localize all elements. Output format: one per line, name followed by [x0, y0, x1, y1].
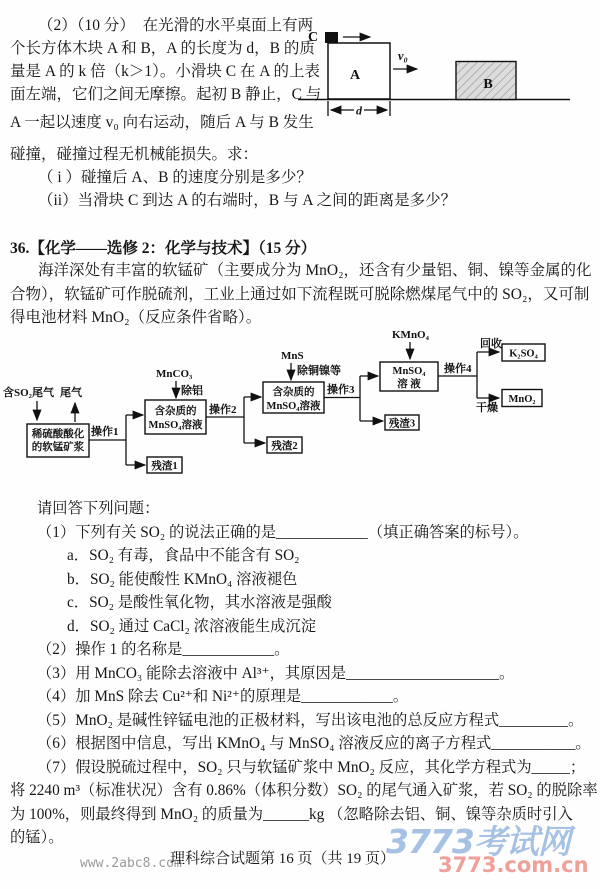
physics-line: 碰撞，碰撞过程无机械能损失。求： [10, 146, 259, 163]
option-b: b．SO₂ 能使酸性 KMnO₄ 溶液褪色 [67, 570, 298, 588]
page-number-text: 理科综合试题第 16 页（共 19 页） [170, 851, 396, 867]
op2-label: 操作2 [209, 404, 237, 416]
chem-intro-line: 合物），软锰矿可作脱硫剂，工业上通过如下流程既可脱除燃煤尾气中的 SO₂，又可制 [10, 285, 590, 303]
chem-intro-line: 得电池材料 MnO₂（反应条件省略）。 [10, 309, 262, 326]
impure1-label-1: 含杂质的 [154, 406, 197, 417]
op3-label: 操作3 [327, 384, 355, 396]
mnco3-label: MnCO₃ [156, 368, 193, 380]
block-c [325, 32, 338, 43]
question-7-cont: 将 2240 m³（标准状况）含有 0.86%（体积分数）SO₂ 的尾气通入矿浆，若 SO₂ 的脱除率 [10, 782, 598, 799]
physics-line: 面左端，它们之间无摩擦。起初 B 静止，C 与 [10, 86, 322, 103]
question-1: （1）下列有关 SO₂ 的说法正确的是____________（填正确答案的标号）。 [37, 523, 529, 541]
option-a: a．SO₂ 有毒，食品中不能含有 SO₂ [67, 547, 300, 564]
inlet-gas-label: 含SO₂尾气 [3, 387, 54, 399]
op4-label: 操作4 [444, 363, 472, 375]
option-c: c．SO₂ 是酸性氧化物，其水溶液是强酸 [67, 594, 332, 611]
question-3: （3）用 MnCO₃ 能除去溶液中 Al³⁺，其原因是____________________。 [37, 664, 515, 682]
k2so4-label: K₂SO₄ [509, 348, 538, 360]
question-7-cont: 为 100%，则最终得到 MnO₂ 的质量为______kg （忽略除去铝、铜、镍等杂质时引入 [10, 805, 573, 823]
remove-cu-ni-label: 除铜镍等 [297, 365, 341, 377]
kmno4-label: KMnO₄ [392, 329, 429, 341]
physics-line: 个长方体木块 A 和 B，A 的长度为 d，B 的质 [10, 40, 315, 57]
block-a-label: A [349, 68, 361, 83]
block-c-label: C [308, 30, 319, 45]
question-6: （6）根据图中信息，写出 KMnO₄ 与 MnSO₄ 溶液反应的离子方程式___________。 [37, 735, 591, 752]
impure1-label-2: MnSO₄溶液 [148, 420, 203, 431]
slurry-label-2: 的软锰矿浆 [31, 442, 85, 453]
dry-label: 干燥 [476, 402, 498, 414]
mns-label: MnS [281, 350, 304, 362]
questions-prompt: 请回答下列问题： [37, 500, 160, 517]
mno2-label: MnO₂ [508, 394, 536, 405]
residue2-label: 残渣2 [271, 441, 298, 452]
block-b-label: B [483, 77, 493, 92]
residue1-label: 残渣1 [151, 461, 178, 472]
watermark-site-name: 3773考试网 [386, 822, 570, 861]
source-site-text: www.2abc8.com [80, 856, 182, 871]
v0-label: v₀ [398, 49, 408, 63]
watermark-site-url: 3773.com.cn [438, 853, 589, 877]
question-7-cont: 的锰）。 [10, 829, 64, 846]
recycle-label: 回收 [480, 338, 502, 350]
impure2-label-2: MnSO₄溶液 [266, 401, 321, 412]
physics-line: 量是 A 的 k 倍（k＞1）。小滑块 C 在 A 的上表 [10, 63, 321, 80]
option-d: d．SO₂ 通过 CaCl₂ 浓溶液能生成沉淀 [67, 617, 317, 635]
remove-al-label: 除铝 [181, 385, 203, 397]
physics-diagram [298, 12, 578, 138]
residue3-label: 残渣3 [388, 418, 416, 430]
op1-label: 操作1 [91, 426, 119, 438]
questions-section [10, 497, 598, 850]
slurry-label-1: 稀硫酸酸化 [31, 429, 85, 440]
question-4: （4）加 MnS 除去 Cu²⁺和 Ni²⁺的原理是____________。 [37, 688, 409, 705]
outlet-gas-label: 尾气 [60, 387, 82, 399]
impure2-label-1: 含杂质的 [272, 387, 315, 398]
chem-intro-line: 海洋深处有丰富的软锰矿（主要成分为 MnO₂，还含有少量铝、铜、镍等金属的化 [38, 262, 592, 279]
chem-intro [10, 259, 592, 330]
physics-line: A 一起以速度 v₀ 向右运动，随后 A 与 B 发生 [10, 114, 314, 131]
question-2: （2）操作 1 的名称是____________。 [37, 641, 290, 658]
question-5: （5）MnO₂ 是碱性锌锰电池的正极材料，写出该电池的总反应方程式_________。 [37, 711, 584, 729]
physics-subquestion-ii: （ii）当滑块 C 到达 A 的右端时，B 与 A 之间的距离是多少？ [38, 192, 457, 209]
mnso4-label-2: 溶 液 [397, 379, 421, 390]
physics-line: （2）（10 分） 在光滑的水平桌面上有两 [38, 17, 314, 34]
d-label: d [356, 103, 362, 118]
chem-section-heading: 36.【化学——选修 2：化学与技术】（15 分） [10, 240, 317, 257]
physics-subquestion-i: （ i ）碰撞后 A、B 的速度分别是多少？ [38, 169, 312, 186]
mnso4-label-1: MnSO₄ [392, 366, 426, 377]
question-7: （7）假设脱硫过程中，SO₂ 只与软锰矿浆中 MnO₂ 反应，其化学方程式为_____； [37, 758, 586, 776]
process-flowchart [0, 328, 600, 483]
